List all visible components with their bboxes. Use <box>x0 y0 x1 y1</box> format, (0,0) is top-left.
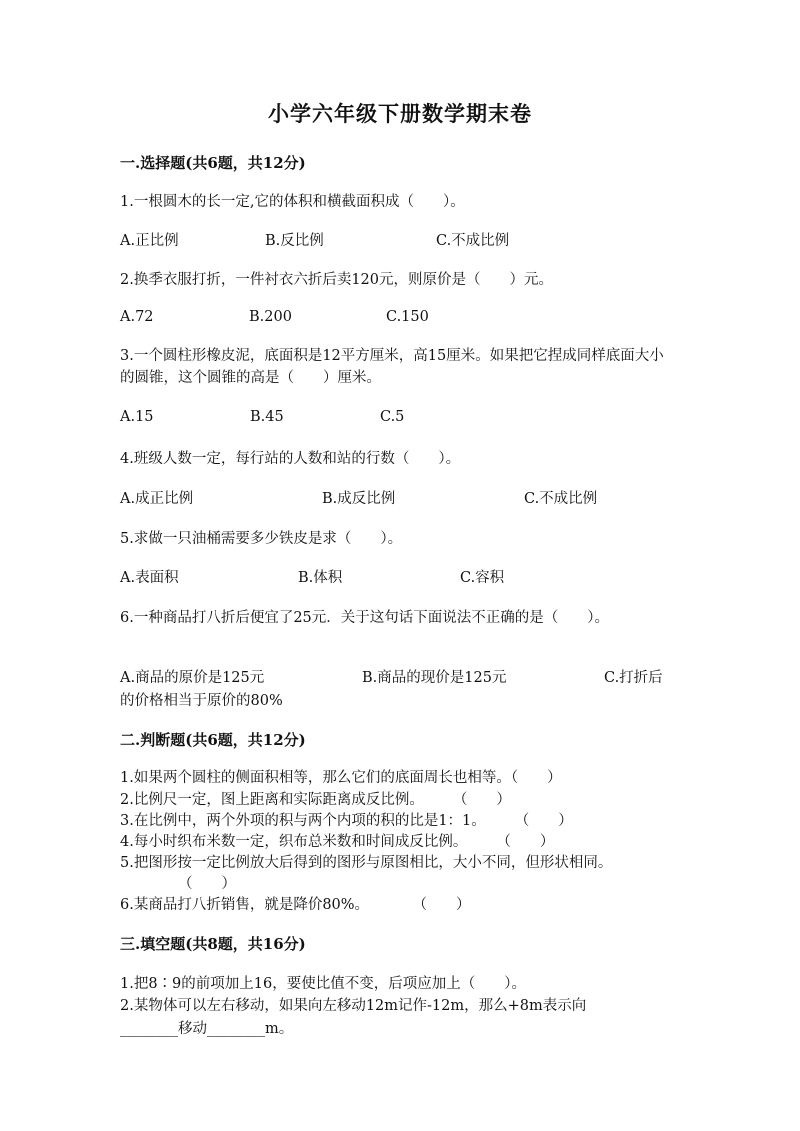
judgment-item: 5.把图形按一定比例放大后得到的图形与原图相比，大小不同，但形状相同。 <box>120 855 613 871</box>
option-c: C.150 <box>386 309 429 325</box>
question-stem: 6.一种商品打八折后便宜了25元．关于这句话下面说法不正确的是（ ）。 <box>120 610 610 626</box>
fill-item: 2.某物体可以左右移动，如果向左移动12m记作-12m，那么+8m表示向 <box>120 998 587 1014</box>
question-stem: 2.换季衣服打折，一件衬衣六折后卖120元，则原价是（ ）元。 <box>120 272 554 288</box>
option-c: C.容积 <box>460 570 505 586</box>
option-b: B.体积 <box>298 570 343 586</box>
judgment-item: 4.每小时织布米数一定，织布总米数和时间成反比例。 （ ） <box>120 834 555 850</box>
option-b: B.200 <box>249 309 292 325</box>
judgment-item: 2.比例尺一定，图上距离和实际距离成反比例。 （ ） <box>120 792 511 808</box>
option-b: B.反比例 <box>265 233 324 249</box>
question-stem: 4.班级人数一定，每行站的人数和站的行数（ ）。 <box>120 451 461 467</box>
option-b: B.商品的现价是125元 <box>362 670 507 686</box>
option-a: A.成正比例 <box>120 491 194 507</box>
option-b: B.成反比例 <box>322 491 396 507</box>
option-a: A.15 <box>120 409 154 425</box>
option-a: A.正比例 <box>120 233 179 249</box>
section-heading-judgment: 二.判断题(共6题，共12分) <box>120 731 306 749</box>
option-a: A.72 <box>120 309 154 325</box>
option-c: C.不成比例 <box>436 233 510 249</box>
option-b: B.45 <box>250 409 284 425</box>
page-title: 小学六年级下册数学期末卷 <box>268 101 532 126</box>
section-heading-choice: 一.选择题(共6题，共12分) <box>120 154 306 172</box>
question-stem: 5.求做一只油桶需要多少铁皮是求（ ）。 <box>120 531 403 547</box>
judgment-answer-paren: （ ） <box>178 876 236 892</box>
option-c: C.不成比例 <box>524 491 598 507</box>
fill-item-continued: ________移动________m。 <box>120 1021 294 1037</box>
option-c: C.打折后 <box>604 670 663 686</box>
judgment-item: 3.在比例中，两个外项的积与两个内项的积的比是1：1。 （ ） <box>120 813 573 829</box>
option-a: A.商品的原价是125元 <box>120 670 265 686</box>
option-a: A.表面积 <box>120 570 179 586</box>
judgment-item: 6.某商品打八折销售，就是降价80%。 （ ） <box>120 897 471 913</box>
fill-item: 1.把8∶9的前项加上16，要使比值不变，后项应加上（ ）。 <box>120 976 526 992</box>
question-stem: 1.一根圆木的长一定,它的体积和横截面积成（ ）。 <box>120 194 465 210</box>
section-heading-fill: 三.填空题(共8题，共16分) <box>120 935 306 953</box>
question-stem: 3.一个圆柱形橡皮泥，底面积是12平方厘米，高15厘米。如果把它捏成同样底面大小的圆锥，这个圆锥的高是（ ）厘米。 <box>120 348 664 386</box>
option-c-continued: 的价格相当于原价的80% <box>120 693 283 709</box>
judgment-item: 1.如果两个圆柱的侧面积相等，那么它们的底面周长也相等。（ ） <box>120 770 562 786</box>
option-c: C.5 <box>380 409 405 425</box>
